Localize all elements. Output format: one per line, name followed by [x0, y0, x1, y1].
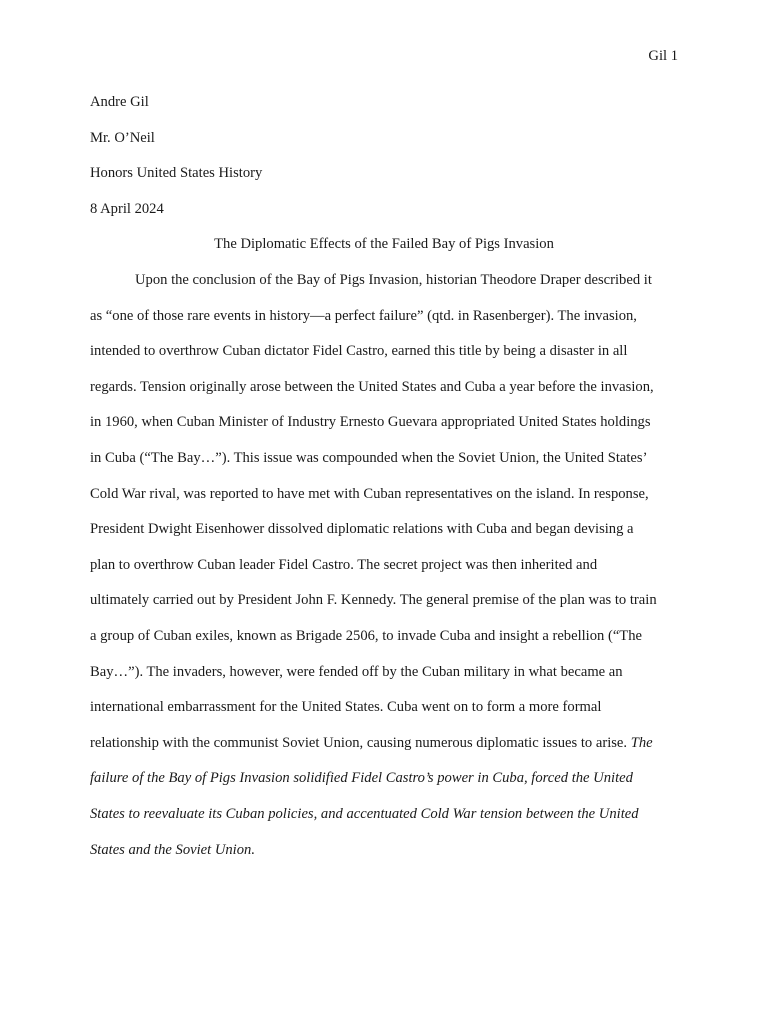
essay-title: The Diplomatic Effects of the Failed Bay of Pigs Invasion: [214, 236, 554, 252]
student-name: Andre Gil: [90, 94, 149, 110]
body-line: President Dwight Eisenhower dissolved diplomatic relations with Cuba and began devising a: [90, 521, 634, 538]
thesis-line: [90, 841, 690, 877]
thesis-line: [90, 769, 690, 805]
body-line: regards. Tension originally arose between the United States and Cuba a year before the invasion,: [90, 378, 654, 395]
thesis-text: failure of the Bay of Pigs Invasion solidified Fidel Castro’s power in Cuba, forced the United: [90, 770, 633, 787]
body-line: in 1960, when Cuban Minister of Industry Ernesto Guevara appropriated United States holdings: [90, 414, 651, 431]
mla-heading: [90, 93, 680, 235]
body-line: ultimately carried out by President John F. Kennedy. The general premise of the plan was to train: [90, 592, 657, 609]
body-line: international embarrassment for the United States. Cuba went on to form a more formal: [90, 699, 602, 716]
teacher-name: Mr. O’Neil: [90, 129, 155, 146]
body-line: intended to overthrow Cuban dictator Fidel Castro, earned this title by being a disaster in all: [90, 343, 628, 360]
thesis-start: The: [630, 734, 653, 751]
body-line: Upon the conclusion of the Bay of Pigs Invasion, historian Theodore Draper described it: [135, 272, 652, 288]
body-line: in Cuba (“The Bay…”). This issue was compounded when the Soviet Union, the United States’: [90, 449, 648, 466]
course-name: Honors United States History: [90, 165, 263, 182]
page-header: Gil 1: [648, 48, 678, 64]
body-line: Cold War rival, was reported to have met with Cuban representatives on the island. In response,: [90, 485, 649, 502]
body-line: Bay…”). The invaders, however, were fended off by the Cuban military in what became an: [90, 663, 623, 680]
body-line: as “one of those rare events in history—a perfect failure” (qtd. in Rasenberger). The invasion,: [90, 307, 637, 324]
date: 8 April 2024: [90, 200, 164, 217]
essay-body: [90, 271, 690, 876]
body-line-text: relationship with the communist Soviet Union, causing numerous diplomatic issues to arise.: [90, 734, 628, 751]
thesis-text: States and the Soviet Union.: [90, 841, 255, 858]
body-line: plan to overthrow Cuban leader Fidel Castro. The secret project was then inherited and: [90, 556, 598, 573]
body-line: [90, 734, 690, 770]
body-line: a group of Cuban exiles, known as Brigade 2506, to invade Cuba and insight a rebellion (“The: [90, 627, 642, 644]
thesis-text: States to reevaluate its Cuban policies, and accentuated Cold War tension between the United: [90, 805, 639, 822]
thesis-line: [90, 805, 690, 841]
